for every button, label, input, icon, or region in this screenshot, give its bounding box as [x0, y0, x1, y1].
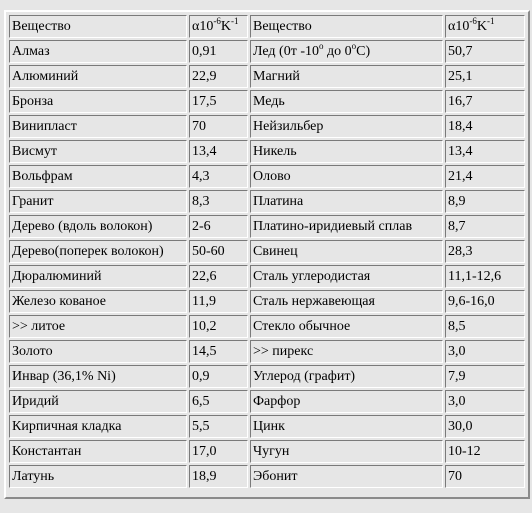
table-row — [9, 140, 525, 163]
table-frame — [4, 10, 530, 499]
header-substance-left: Вещество — [9, 15, 187, 38]
substance-name-right: Эбонит — [250, 465, 443, 488]
coefficient-value-left: 5,5 — [189, 415, 248, 438]
substance-name-left: Латунь — [9, 465, 187, 488]
substance-name-right: Платино-иридиевый сплав — [250, 215, 443, 238]
table-row — [9, 40, 525, 63]
substance-name-left: Висмут — [9, 140, 187, 163]
table-row — [9, 265, 525, 288]
coefficient-value-left: 0,9 — [189, 365, 248, 388]
header-substance-right: Вещество — [250, 15, 443, 38]
coefficient-value-right: 30,0 — [445, 415, 525, 438]
substance-name-right: Олово — [250, 165, 443, 188]
substance-name-left: Алюминий — [9, 65, 187, 88]
coefficient-value-right: 13,4 — [445, 140, 525, 163]
table-row — [9, 440, 525, 463]
table-row — [9, 90, 525, 113]
coefficient-value-right: 3,0 — [445, 340, 525, 363]
substance-name-right: Свинец — [250, 240, 443, 263]
coefficient-value-right: 8,7 — [445, 215, 525, 238]
substance-name-right: Нейзильбер — [250, 115, 443, 138]
substance-name-right: >> пирекс — [250, 340, 443, 363]
substance-name-left: Константан — [9, 440, 187, 463]
coefficient-value-left: 18,9 — [189, 465, 248, 488]
substance-name-left: Дерево (вдоль волокон) — [9, 215, 187, 238]
coefficient-value-right: 9,6-16,0 — [445, 290, 525, 313]
coefficient-value-right: 28,3 — [445, 240, 525, 263]
coefficient-value-left: 6,5 — [189, 390, 248, 413]
substance-name-right: Медь — [250, 90, 443, 113]
coefficient-value-left: 22,6 — [189, 265, 248, 288]
substance-name-left: >> литое — [9, 315, 187, 338]
coefficient-value-left: 70 — [189, 115, 248, 138]
substance-name-left: Иридий — [9, 390, 187, 413]
substance-name-right: Лед (0т -10$^o$ до 0$^o$С) — [250, 40, 443, 63]
substance-name-left: Бронза — [9, 90, 187, 113]
table-row — [9, 240, 525, 263]
table-row — [9, 415, 525, 438]
substance-name-left: Инвар (36,1% Ni) — [9, 365, 187, 388]
coefficient-value-left: 2-6 — [189, 215, 248, 238]
table-row — [9, 365, 525, 388]
substance-name-left: Вольфрам — [9, 165, 187, 188]
coefficient-value-right: 21,4 — [445, 165, 525, 188]
substance-name-right: Никель — [250, 140, 443, 163]
coefficient-value-left: 4,3 — [189, 165, 248, 188]
substance-name-right: Чугун — [250, 440, 443, 463]
coefficient-value-left: 13,4 — [189, 140, 248, 163]
substance-name-right: Сталь углеродистая — [250, 265, 443, 288]
coefficient-value-left: 8,3 — [189, 190, 248, 213]
table-row — [9, 340, 525, 363]
table-row — [9, 215, 525, 238]
coefficient-value-right: 10-12 — [445, 440, 525, 463]
table-row — [9, 65, 525, 88]
coefficient-value-left: 11,9 — [189, 290, 248, 313]
coefficient-value-right: 70 — [445, 465, 525, 488]
substance-name-left: Железо кованое — [9, 290, 187, 313]
coefficient-value-right: 16,7 — [445, 90, 525, 113]
substance-name-right: Стекло обычное — [250, 315, 443, 338]
substance-name-right: Фарфор — [250, 390, 443, 413]
substance-name-right: Углерод (графит) — [250, 365, 443, 388]
substance-name-left: Кирпичная кладка — [9, 415, 187, 438]
coefficient-value-left: 22,9 — [189, 65, 248, 88]
substance-name-left: Дерево(поперек волокон) — [9, 240, 187, 263]
table-row — [9, 465, 525, 488]
substance-name-left: Винипласт — [9, 115, 187, 138]
expansion-coefficient-table — [7, 13, 527, 490]
coefficient-value-right: 25,1 — [445, 65, 525, 88]
coefficient-value-left: 17,0 — [189, 440, 248, 463]
substance-name-right: Цинк — [250, 415, 443, 438]
header-alpha-left: $\alpha 10^{-6}K^{-1}$ — [189, 15, 248, 38]
table-row — [9, 115, 525, 138]
header-row — [9, 15, 525, 38]
coefficient-value-left: 17,5 — [189, 90, 248, 113]
substance-name-left: Дюралюминий — [9, 265, 187, 288]
table-row — [9, 290, 525, 313]
table-row — [9, 315, 525, 338]
coefficient-value-left: 10,2 — [189, 315, 248, 338]
substance-name-left: Алмаз — [9, 40, 187, 63]
coefficient-value-right: 8,9 — [445, 190, 525, 213]
coefficient-value-right: 50,7 — [445, 40, 525, 63]
table-row — [9, 165, 525, 188]
coefficient-value-right: 11,1-12,6 — [445, 265, 525, 288]
substance-name-left: Золото — [9, 340, 187, 363]
header-alpha-right: $\alpha 10^{-6}K^{-1}$ — [445, 15, 525, 38]
coefficient-value-left: 14,5 — [189, 340, 248, 363]
coefficient-value-left: 0,91 — [189, 40, 248, 63]
coefficient-value-left: 50-60 — [189, 240, 248, 263]
substance-name-right: Платина — [250, 190, 443, 213]
table-row — [9, 190, 525, 213]
coefficient-value-right: 7,9 — [445, 365, 525, 388]
coefficient-value-right: 3,0 — [445, 390, 525, 413]
table-row — [9, 390, 525, 413]
coefficient-value-right: 8,5 — [445, 315, 525, 338]
substance-name-left: Гранит — [9, 190, 187, 213]
coefficient-value-right: 18,4 — [445, 115, 525, 138]
substance-name-right: Магний — [250, 65, 443, 88]
substance-name-right: Сталь нержавеющая — [250, 290, 443, 313]
